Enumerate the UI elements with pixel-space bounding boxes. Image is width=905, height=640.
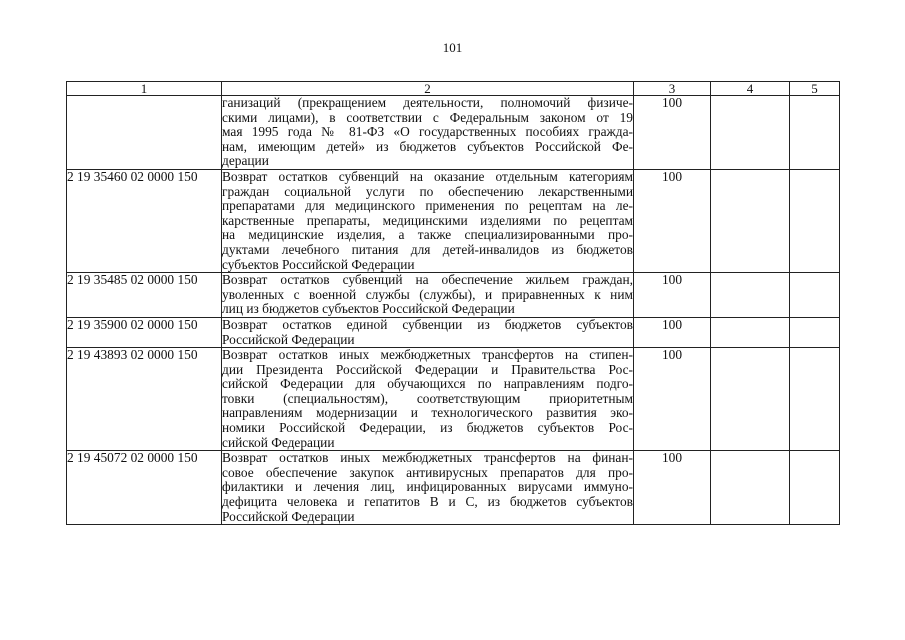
description-line: лиц из бюджетов субъектов Российской Федерации	[222, 301, 515, 317]
description-line: номики Российской Федерации, из бюджетов субъектов Рос-	[222, 420, 633, 436]
value-cell-col3: 100	[634, 273, 711, 318]
value-cell-col4	[711, 348, 790, 451]
description-line: карственные препараты, медицинскими изделиями по рецептам	[222, 212, 633, 228]
description-cell	[222, 96, 634, 170]
value-cell-col3: 100	[634, 169, 711, 272]
description-line: Возврат остатков иных межбюджетных трансфертов на финан-	[222, 450, 633, 466]
description-line: Возврат остатков субвенций на оказание отдельным категориям	[222, 168, 633, 184]
table-row	[67, 169, 840, 272]
value-cell-col4	[711, 451, 790, 525]
description-line: дии Президента Российской Федерации и Правительства Рос-	[222, 361, 633, 377]
description-line: мая 1995 года № 81-ФЗ «О государственных пособиях гражда-	[222, 124, 633, 140]
description-line: Возврат остатков субвенций на обеспечение жильем граждан,	[222, 272, 633, 288]
description-cell	[222, 273, 634, 318]
description-line: граждан социальной услуги по обеспечению лекарственными	[222, 183, 633, 199]
value-cell-col5	[790, 317, 840, 347]
description-line: Российской Федерации	[222, 331, 355, 347]
description-line: субъектов Российской Федерации	[222, 256, 415, 272]
header-row	[67, 82, 840, 96]
description-line: на медицинские изделия, а также специализированными про-	[222, 227, 633, 243]
description-line: ганизаций (прекращением деятельности, полномочий физиче-	[222, 95, 633, 110]
description-line: дефицита человека и гепатитов В и С, из бюджетов субъектов	[222, 494, 633, 510]
value-cell-col5	[790, 273, 840, 318]
description-line: Возврат остатков единой субвенции из бюджетов субъектов	[222, 316, 633, 332]
table-row	[67, 451, 840, 525]
value-cell-col5	[790, 348, 840, 451]
description-line: скими лицами), в соответствии с Федеральным законом от 19	[222, 109, 633, 125]
header-col-3: 3	[634, 82, 711, 96]
table-row	[67, 317, 840, 347]
budget-code-cell: 2 19 45072 02 0000 150	[67, 451, 222, 525]
description-line: товки (специальностям), соответствующим приоритетным	[222, 390, 633, 406]
value-cell-col3: 100	[634, 96, 711, 170]
table-body	[67, 96, 840, 525]
header-col-4: 4	[711, 82, 790, 96]
value-cell-col4	[711, 317, 790, 347]
description-cell	[222, 348, 634, 451]
description-line: совое обеспечение закупок антивирусных препаратов для про-	[222, 464, 633, 480]
value-cell-col3: 100	[634, 451, 711, 525]
description-line: препаратами для медицинского применения по рецептам на ле-	[222, 198, 633, 214]
header-col-5: 5	[790, 82, 840, 96]
value-cell-col3: 100	[634, 348, 711, 451]
table-row	[67, 273, 840, 318]
value-cell-col4	[711, 169, 790, 272]
description-line: Возврат остатков иных межбюджетных трансфертов на стипен-	[222, 347, 633, 363]
budget-codes-table	[66, 81, 840, 525]
budget-code-cell	[67, 96, 222, 170]
value-cell-col5	[790, 169, 840, 272]
budget-code-cell: 2 19 35900 02 0000 150	[67, 317, 222, 347]
value-cell-col4	[711, 96, 790, 170]
description-line: сийской Федерации для обучающихся по направлениям подго-	[222, 376, 633, 392]
budget-code-cell: 2 19 35460 02 0000 150	[67, 169, 222, 272]
value-cell-col5	[790, 96, 840, 170]
budget-code-cell: 2 19 35485 02 0000 150	[67, 273, 222, 318]
header-col-1: 1	[67, 82, 222, 96]
description-cell	[222, 169, 634, 272]
description-line: дерации	[222, 153, 269, 169]
table-header	[67, 82, 840, 96]
description-cell	[222, 317, 634, 347]
header-col-2: 2	[222, 82, 634, 96]
budget-code-cell: 2 19 43893 02 0000 150	[67, 348, 222, 451]
table-row	[67, 96, 840, 170]
value-cell-col4	[711, 273, 790, 318]
description-line: дуктами лечебного питания для детей-инвалидов из бюджетов	[222, 241, 633, 257]
table-row	[67, 348, 840, 451]
page-number: 101	[442, 40, 463, 55]
description-line: сийской Федерации	[222, 434, 335, 450]
description-line: филактики и лечения лиц, инфицированных вирусами иммуно-	[222, 479, 633, 495]
description-line: направлениям модернизации и технологического развития эко-	[222, 405, 633, 421]
value-cell-col5	[790, 451, 840, 525]
description-line: Российской Федерации	[222, 508, 355, 524]
description-line: уволенных с военной службы (службы), и приравненных к ним	[222, 286, 633, 302]
description-cell	[222, 451, 634, 525]
value-cell-col3: 100	[634, 317, 711, 347]
description-line: нам, имеющим детей» из бюджетов субъектов Российской Фе-	[222, 138, 633, 154]
